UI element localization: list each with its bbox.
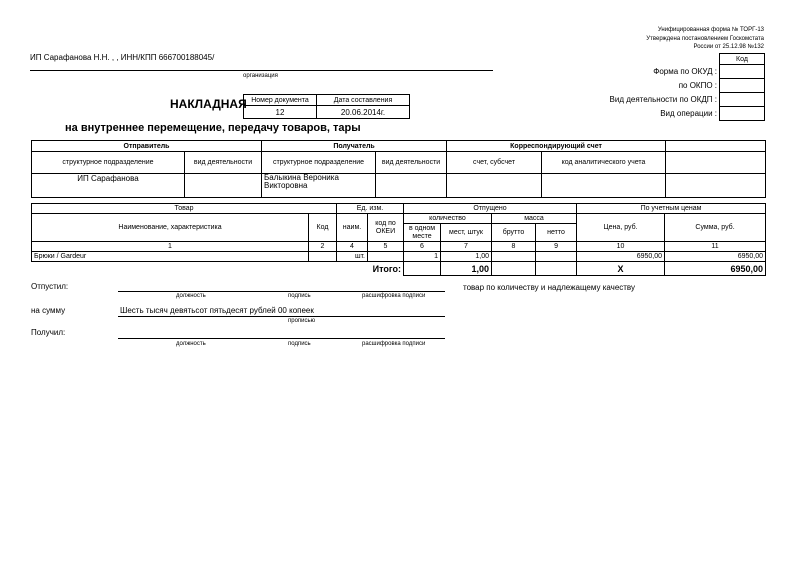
codes-header: Код [720,54,765,65]
col-number: 7 [441,242,492,252]
item-net [536,252,577,262]
total-net [536,262,577,276]
code-label-okpo: по ОКПО : [678,81,717,90]
table-row [32,252,766,262]
okei-header: код по ОКЕИ [368,214,404,242]
item-per-place: 1 [404,252,441,262]
code-label-okud: Форма по ОКУД : [653,67,717,76]
receiver-activity-label: вид деятельности [376,152,447,174]
released-position-caption: должность [176,293,206,299]
account-value [447,174,542,198]
code-okdp [720,93,765,107]
sender-name: ИП Сарафанова [32,174,185,198]
item-unit: шт. [337,252,368,262]
analytic-code-value [542,174,666,198]
col-number: 10 [577,242,665,252]
total-price: X [577,262,665,276]
unit-header: Ед. изм. [337,204,404,214]
per-place-header: в одном месте [404,224,441,242]
account-sub-label: счет, субсчет [447,152,542,174]
received-line [118,338,445,339]
document-number: 12 [244,106,317,119]
released-decoding-caption: расшифровка подписи [362,293,426,299]
code-okud [720,65,765,79]
quality-note: товар по количеству и надлежащему качеству [463,283,635,292]
sender-activity-label: вид деятельности [185,152,262,174]
form-info-line3: России от 25.12.98 №132 [693,44,764,50]
code-okpo [720,79,765,93]
item-sum: 6950,00 [665,252,766,262]
receiver-name: Балыкина Вероника Викторовна [262,174,376,198]
document-date: 20.06.2014г. [317,106,410,119]
places-header: мест, штук [441,224,492,242]
col-number: 1 [32,242,309,252]
price-header: Цена, руб. [577,214,665,242]
sender-activity [185,174,262,198]
organization-value: ИП Сарафанова Н.Н. , , ИНН/КПП 666700188045/ [30,53,215,62]
total-per-place [404,262,441,276]
amount-label: на сумму [31,306,66,315]
amount-line [118,316,445,317]
item-price: 6950,00 [577,252,665,262]
received-signature-caption: подпись [288,341,311,347]
document-number-table [243,94,410,119]
form-info-line2: Утверждена постановлением Госкомстата [646,36,764,42]
col-number: 9 [536,242,577,252]
released-label: Отпустил: [31,282,69,291]
col-number: 6 [404,242,441,252]
document-title: НАКЛАДНАЯ [170,97,247,111]
mass-header: масса [492,214,577,224]
col-number: 2 [309,242,337,252]
goods-table [31,203,766,276]
item-okei [368,252,404,262]
gross-header: брутто [492,224,536,242]
prices-header: По учетным ценам [577,204,766,214]
receiver-header: Получатель [262,141,447,152]
item-places: 1,00 [441,252,492,262]
code-label-operation: Вид операции : [660,109,717,118]
parties-empty-top [666,141,766,152]
total-label: Итого: [32,262,404,276]
quantity-header: количество [404,214,492,224]
sender-subdivision-label: структурное подразделение [32,152,185,174]
released-line [118,291,445,292]
sender-header: Отправитель [32,141,262,152]
total-sum: 6950,00 [665,262,766,276]
receiver-activity [376,174,447,198]
released-header: Отпущено [404,204,577,214]
col-number: 5 [368,242,404,252]
code-operation [720,107,765,121]
code-header: Код [309,214,337,242]
code-label-okdp: Вид деятельности по ОКДП : [609,95,717,104]
analytic-code-label: код аналитического учета [542,152,666,174]
parties-empty-mid [666,152,766,174]
item-name: Брюки / Gardeur [32,252,309,262]
account-header: Корреспондирующий счет [447,141,666,152]
received-decoding-caption: расшифровка подписи [362,341,426,347]
item-gross [492,252,536,262]
amount-value: Шесть тысяч девятьсот пятьдесят рублей 00 копеек [120,306,314,315]
net-header: нетто [536,224,577,242]
date-header: Дата составления [317,95,410,106]
col-number: 8 [492,242,536,252]
unit-name-header: наим. [337,214,368,242]
name-header: Наименование, характеристика [32,214,309,242]
total-quantity: 1,00 [441,262,492,276]
item-code [309,252,337,262]
in-words-caption: прописью [288,318,316,324]
number-header: Номер документа [244,95,317,106]
released-signature-caption: подпись [288,293,311,299]
parties-empty-bottom [666,174,766,198]
received-position-caption: должность [176,341,206,347]
codes-table [719,53,765,121]
total-gross [492,262,536,276]
goods-header: Товар [32,204,337,214]
document-subtitle: на внутреннее перемещение, передачу товаров, тары [65,122,361,134]
col-number: 4 [337,242,368,252]
sum-header: Сумма, руб. [665,214,766,242]
receiver-subdivision-label: структурное подразделение [262,152,376,174]
organization-caption: организация [243,73,278,79]
received-label: Получил: [31,328,66,337]
organization-underline [30,70,493,71]
parties-table [31,140,766,198]
col-number: 11 [665,242,766,252]
form-info-line1: Унифицированная форма № ТОРГ-13 [657,27,764,33]
